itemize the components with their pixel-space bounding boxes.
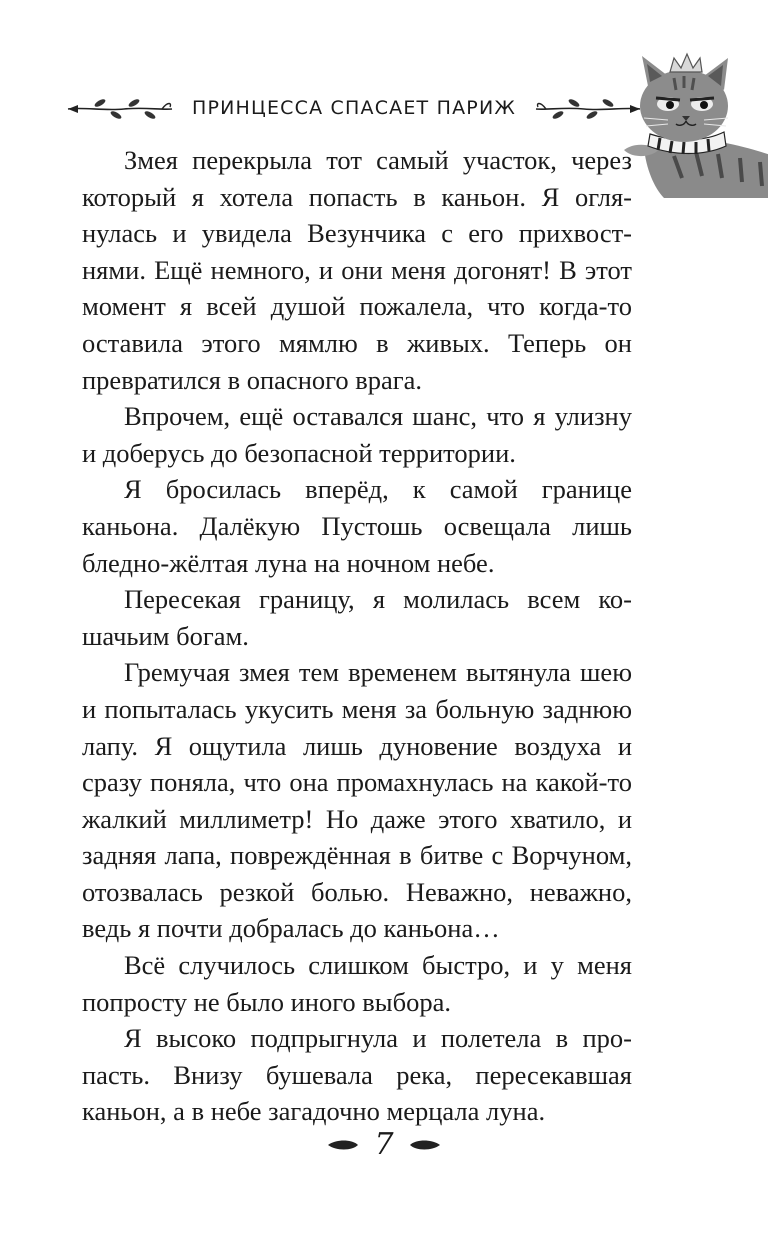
- paragraph: Я бросилась вперёд, к самой границе каньона. Далёкую Пустошь освещала лишь бледно-жёлтая луна на ночном небе.: [82, 474, 632, 578]
- leaf-ornament-icon: [326, 1139, 360, 1151]
- running-header: [80, 88, 628, 128]
- paragraph: Гремучая змея тем временем вытянула шею и попыталась укусить меня за больную заднюю лапу. Я ощутила лишь дуновение воздуха и сразу поняла, что она промахнулась на какой-то жалкий миллиметр! Но даже этого хватило, и задняя лапа, повреждённая в битве с Ворчуном, отозвалась резкой болью. Неважно, неважно, ведь я почти добралась до каньона…: [82, 657, 632, 944]
- paragraph: Всё случилось слишком быстро, и у меня попросту не было иного выбора.: [82, 950, 632, 1017]
- vine-ornament-icon: [64, 93, 174, 123]
- paragraph: Пересекая границу, я молилась всем кошачьим богам.: [82, 584, 632, 651]
- paragraph: Я высоко подпрыгнула и полетела в пропасть. Внизу бушевала река, пересекавшая каньон, а в небе загадочно мерцала луна.: [82, 1023, 632, 1127]
- paragraph: Впрочем, ещё оставался шанс, что я улизну и доберусь до безопасной территории.: [82, 401, 632, 468]
- body-text: [82, 142, 632, 1130]
- leaf-ornament-icon: [408, 1139, 442, 1151]
- book-title-header: ПРИНЦЕССА СПАСАЕТ ПАРИЖ: [191, 97, 517, 119]
- paragraph: Змея перекрыла тот самый участок, через который я хотела попасть в каньон. Я оглянулась и увидела Везунчика с его прихвостнями. Ещё немного, и они меня догонят! В этот момент я всей душой пожалела, что когда-то оставила этого мямлю в живых. Теперь он превратился в опасного врага.: [82, 145, 632, 395]
- page-number: 7: [374, 1127, 394, 1162]
- page-footer: [0, 1127, 768, 1162]
